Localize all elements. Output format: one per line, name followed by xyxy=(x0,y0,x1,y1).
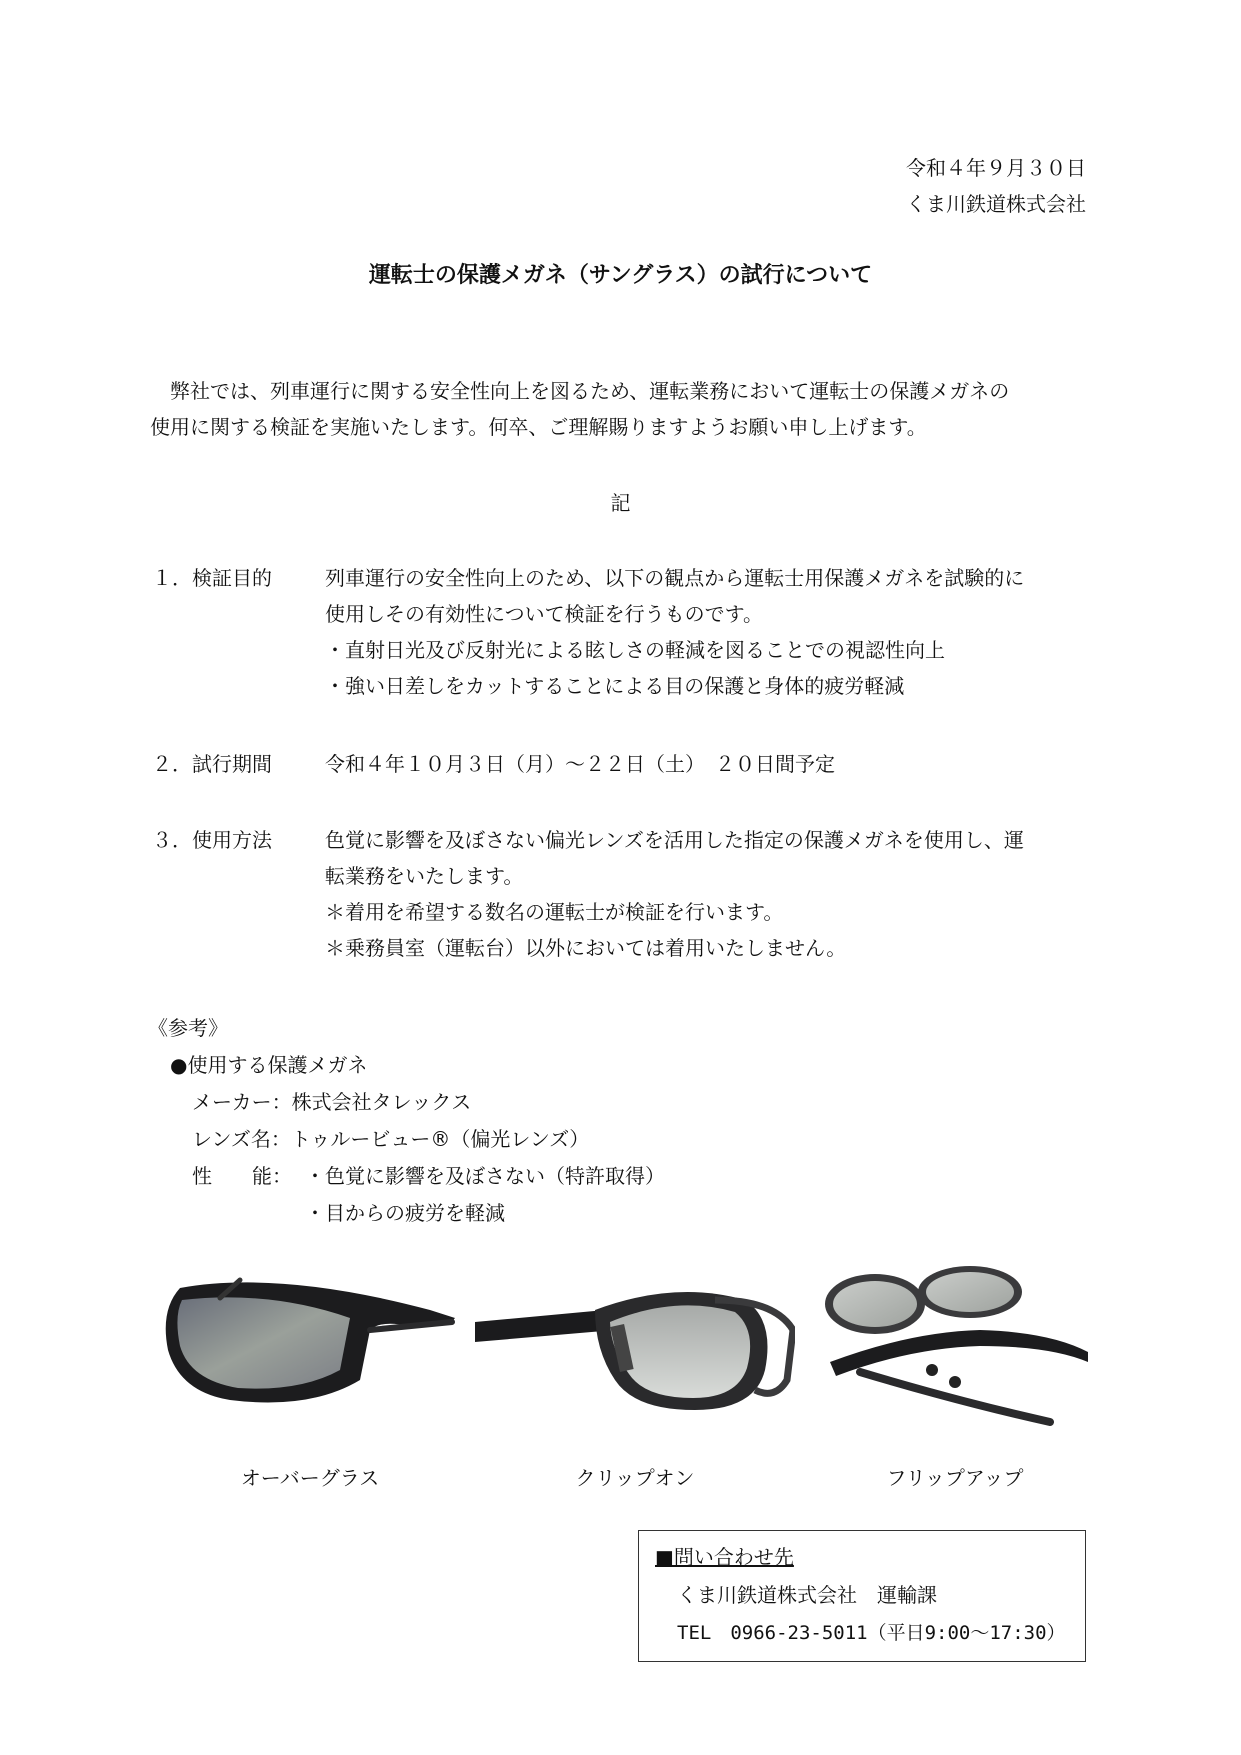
photo-caption-overglass: オーバーグラス xyxy=(240,1466,380,1490)
flip-up-sunglasses-icon xyxy=(820,1262,1090,1427)
photo-caption-flip-up: フリップアップ xyxy=(886,1466,1024,1490)
item-3-label: 使用方法 xyxy=(192,828,272,852)
item-1-number: １． xyxy=(152,566,192,590)
intro-line-1: 弊社では、列車運行に関する安全性向上を図るため、運転業務において運転士の保護メガネの xyxy=(170,379,1010,403)
ki-heading: 記 xyxy=(610,491,631,515)
contact-phone: TEL 0966-23-5011（平日9:00～17:30） xyxy=(677,1622,1066,1644)
item-1-line: 列車運行の安全性向上のため、以下の観点から運転士用保護メガネを試験的に xyxy=(325,566,1025,590)
reference-heading: 《参考》 xyxy=(148,1016,228,1040)
reference-subheading: ●使用する保護メガネ xyxy=(170,1053,368,1077)
item-2-line: 令和４年１０月３日（月）～２２日（土） ２０日間予定 xyxy=(325,752,835,776)
item-3-line: ＊着用を希望する数名の運転士が検証を行います。 xyxy=(325,900,784,924)
item-1-line: 使用しその有効性について検証を行うものです。 xyxy=(325,602,763,626)
item-2-number: ２． xyxy=(152,752,192,776)
clip-on-sunglasses-icon xyxy=(475,1270,795,1420)
photo-caption-clip-on: クリップオン xyxy=(575,1466,695,1490)
overglass-sunglasses-icon xyxy=(160,1270,460,1420)
reference-maker: メーカー：株式会社タレックス xyxy=(192,1090,472,1114)
reference-performance-label: 性 能： xyxy=(192,1164,292,1188)
item-3-line: 色覚に影響を及ぼさない偏光レンズを活用した指定の保護メガネを使用し、運 xyxy=(325,828,1024,852)
item-1-line: ・直射日光及び反射光による眩しさの軽減を図ることでの視認性向上 xyxy=(325,638,945,662)
item-3-line: 転業務をいたします。 xyxy=(325,864,524,888)
issuer-company: くま川鉄道株式会社 xyxy=(906,192,1086,216)
contact-heading: ■問い合わせ先 xyxy=(655,1545,794,1569)
intro-line-2: 使用に関する検証を実施いたします。何卒、ご理解賜りますようお願い申し上げます。 xyxy=(150,415,927,439)
contact-box xyxy=(638,1530,1086,1662)
item-3-number: ３． xyxy=(152,828,192,852)
document-date: 令和４年９月３０日 xyxy=(906,156,1086,180)
page-title: 運転士の保護メガネ（サングラス）の試行について xyxy=(368,263,873,288)
reference-performance-item: ・色覚に影響を及ぼさない（特許取得） xyxy=(305,1164,665,1188)
item-1-label: 検証目的 xyxy=(192,566,272,590)
reference-performance-item: ・目からの疲労を軽減 xyxy=(305,1201,505,1225)
item-2-label: 試行期間 xyxy=(192,752,272,776)
item-1-line: ・強い日差しをカットすることによる目の保護と身体的疲労軽減 xyxy=(325,674,905,698)
reference-lens: レンズ名：トゥルービュー®（偏光レンズ） xyxy=(192,1127,590,1151)
item-3-line: ＊乗務員室（運転台）以外においては着用いたしません。 xyxy=(325,936,847,960)
contact-organization: くま川鉄道株式会社 運輸課 xyxy=(677,1583,937,1607)
